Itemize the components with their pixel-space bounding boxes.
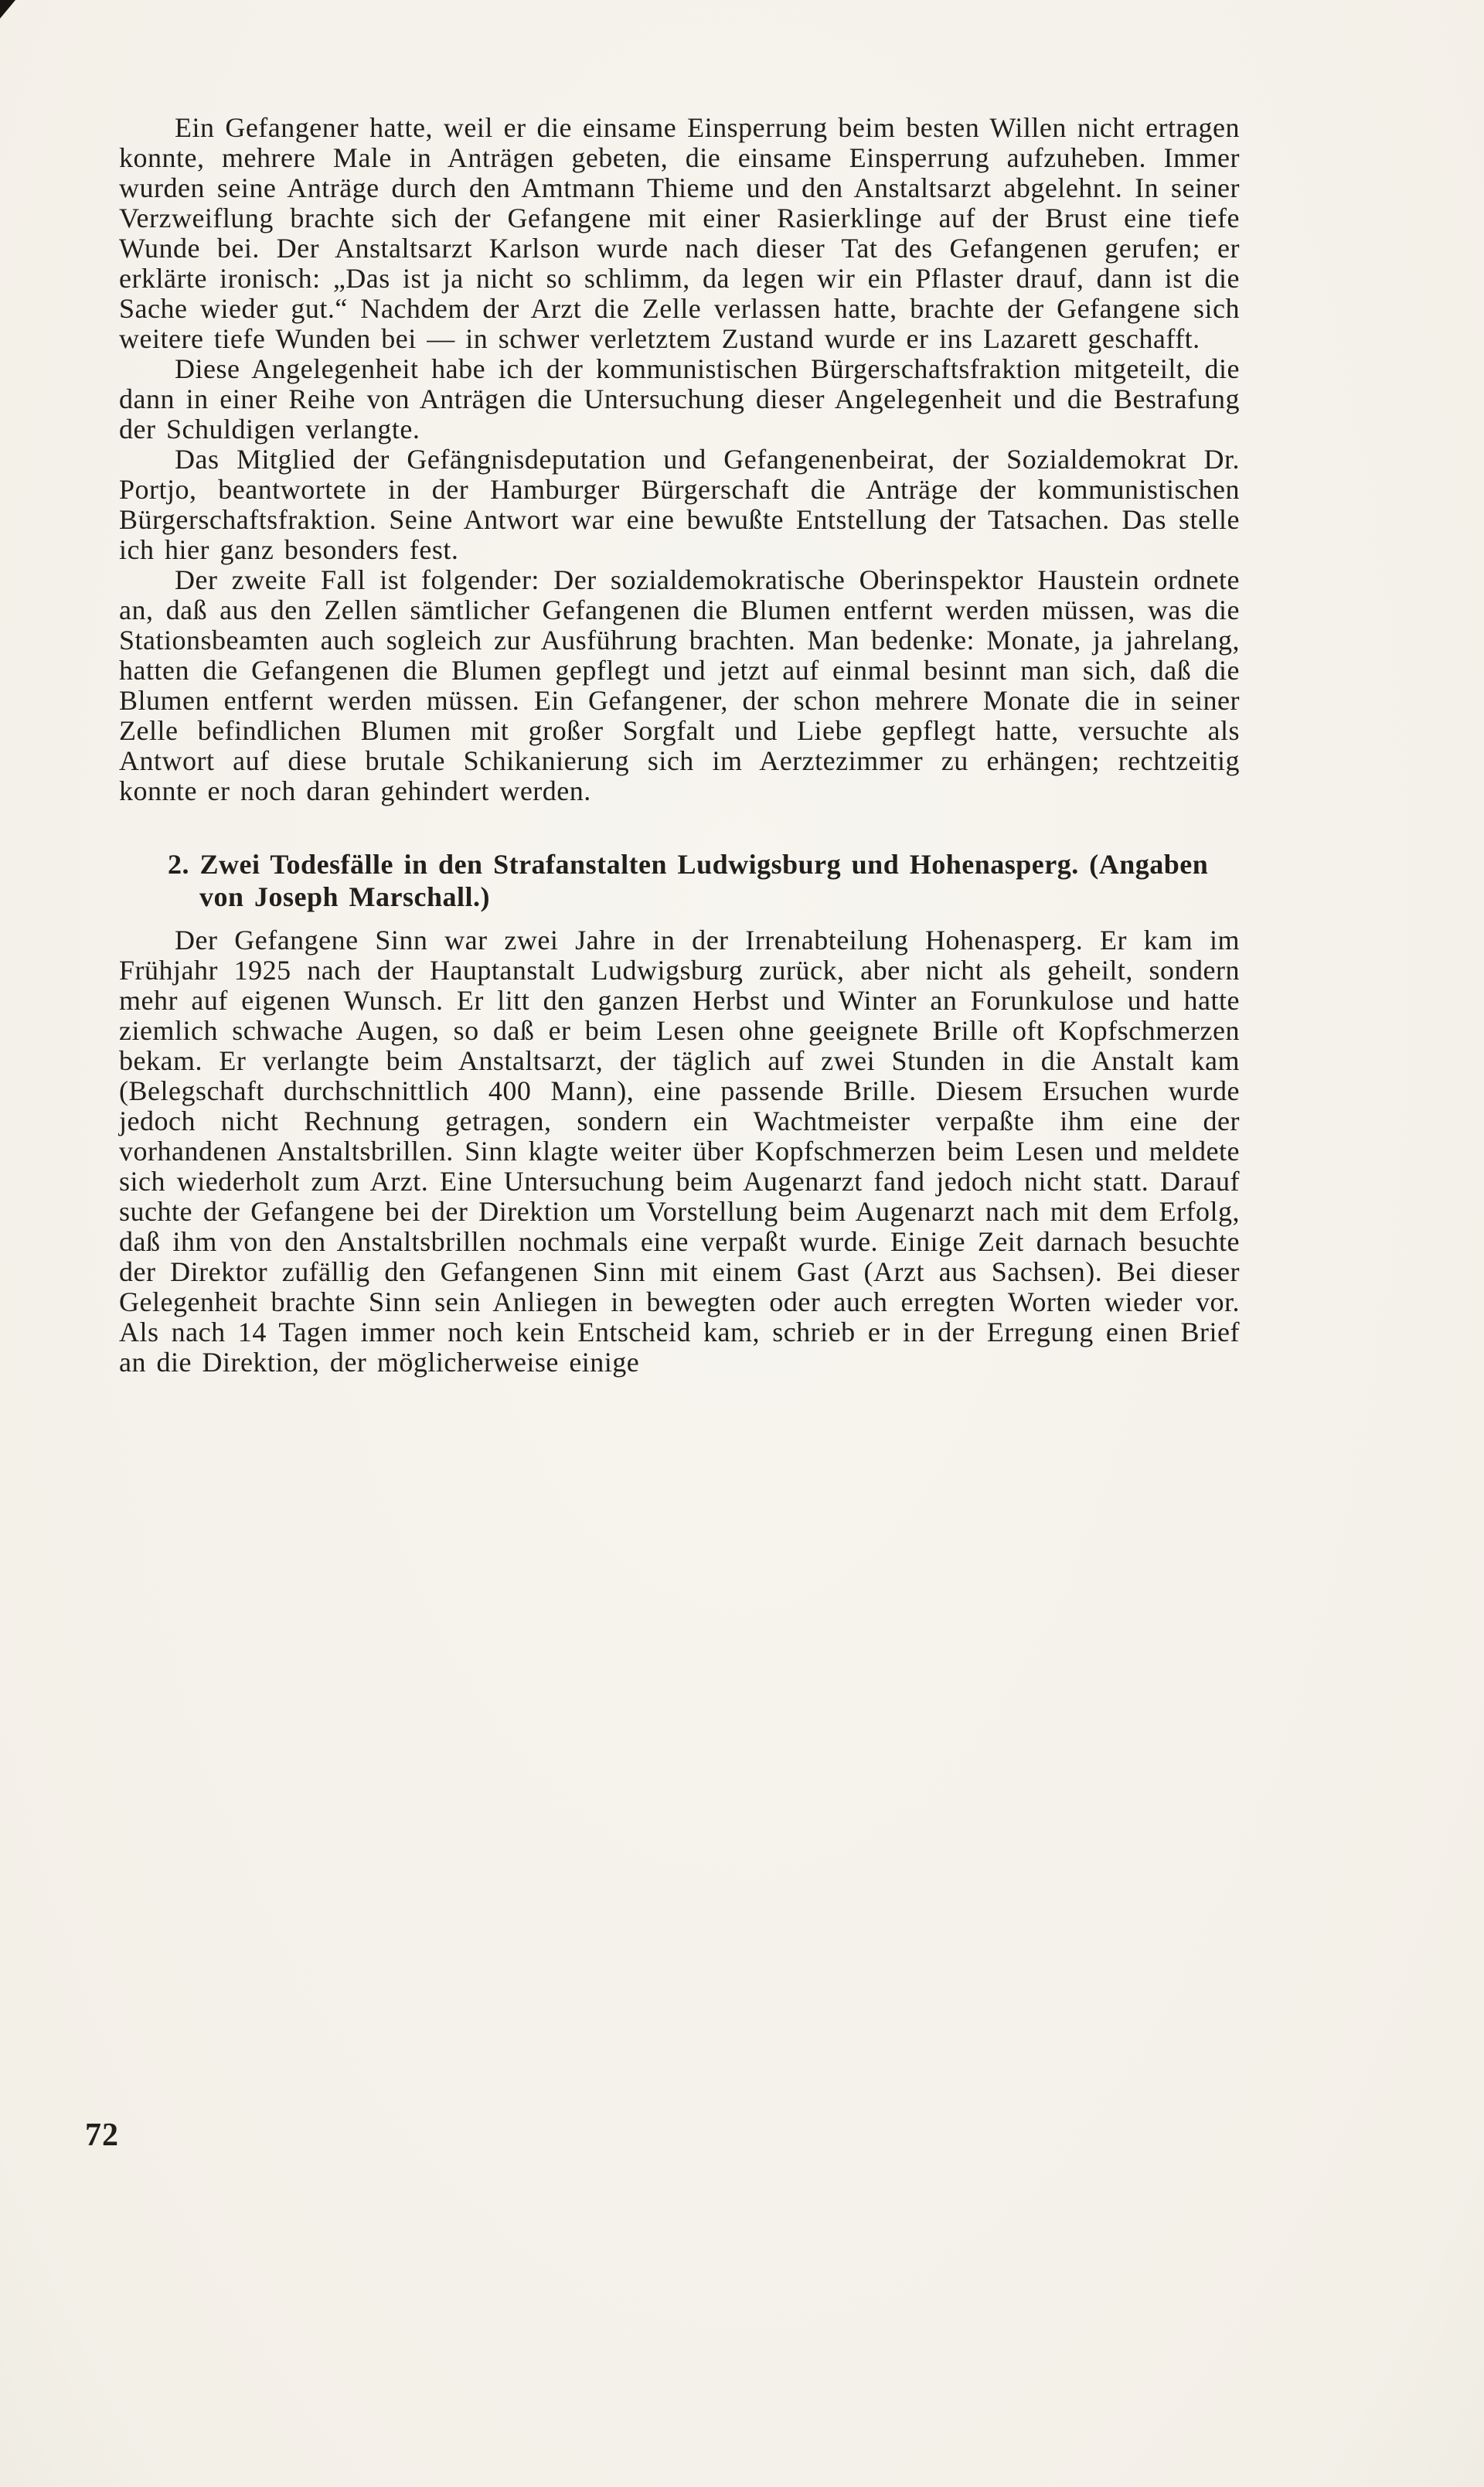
paragraph: Der zweite Fall ist folgender: Der sozialdemokratische Oberinspektor Haustein ordnete an, daß aus den Zellen sämtlicher Gefangenen die Blumen entfernt werden müssen, was die Stationsbeamten auch sogleich zur Ausführung brachten. Man bedenke: Monate, ja jahrelang, hatten die Gefangenen die Blumen gepflegt und jetzt auf einmal besinnt man sich, daß die Blumen entfernt werden müssen. Ein Gefangener, der schon mehrere Monate die in seiner Zelle befindlichen Blumen mit großer Sorgfalt und Liebe gepflegt hatte, versuchte als Antwort auf diese brutale Schikanierung sich im Aerztezimmer zu erhängen; rechtzeitig konnte er noch daran gehindert werden.: [119, 564, 1240, 806]
section-heading: 2. Zwei Todesfälle in den Strafanstalten Ludwigsburg und Hohenasperg. (Angaben von Joseph Marschall.): [168, 849, 1209, 912]
paragraph: Der Gefangene Sinn war zwei Jahre in der Irrenabteilung Hohenasperg. Er kam im Frühjahr 1925 nach der Hauptanstalt Ludwigsburg zurück, aber nicht als geheilt, sondern mehr auf eigenen Wunsch. Er litt den ganzen Herbst und Winter an Forunkulose und hatte ziemlich schwache Augen, so daß er beim Lesen ohne geeignete Brille oft Kopfschmerzen bekam. Er verlangte beim Anstaltsarzt, der täglich auf zwei Stunden in die Anstalt kam (Belegschaft durchschnittlich 400 Mann), eine passende Brille. Diesem Ersuchen wurde jedoch nicht Rechnung getragen, sondern ein Wachtmeister verpaßte ihm eine der vorhandenen Anstaltsbrillen. Sinn klagte weiter über Kopfschmerzen beim Lesen und meldete sich wiederholt zum Arzt. Eine Untersuchung beim Augenarzt fand jedoch nicht statt. Darauf suchte der Gefangene bei der Direktion um Vorstellung beim Augenarzt nach mit dem Erfolg, daß ihm von den Anstaltsbrillen nochmals eine verpaßt wurde. Einige Zeit darnach besuchte der Direktor zufällig den Gefangenen Sinn mit einem Gast (Arzt aus Sachsen). Bei dieser Gelegenheit brachte Sinn sein Anliegen in bewegten oder auch erregten Worten wieder vor. Als nach 14 Tagen immer noch kein Entscheid kam, schrieb er in der Erregung einen Brief an die Direktion, der möglicherweise einige: [119, 925, 1240, 1378]
paragraph: Ein Gefangener hatte, weil er die einsame Einsperrung beim besten Willen nicht ertragen konnte, mehrere Male in Anträgen gebeten, die einsame Einsperrung aufzuheben. Immer wurden seine Anträge durch den Amtmann Thieme und den Anstaltsarzt abgelehnt. In seiner Verzweiflung brachte sich der Gefangene mit einer Rasierklinge auf der Brust eine tiefe Wunde bei. Der Anstaltsarzt Karlson wurde nach dieser Tat des Gefangenen gerufen; er erklärte ironisch: „Das ist ja nicht so schlimm, da legen wir ein Pflaster drauf, dann ist die Sache wieder gut.“ Nachdem der Arzt die Zelle verlassen hatte, brachte der Gefangene sich weitere tiefe Wunden bei — in schwer verletztem Zustand wurde er ins Lazarett geschafft.: [119, 112, 1240, 354]
paragraph: Das Mitglied der Gefängnisdeputation und Gefangenenbeirat, der Sozialdemokrat Dr. Portjo, beantwortete in der Hamburger Bürgerschaft die Anträge der kommunistischen Bürgerschaftsfraktion. Seine Antwort war eine bewußte Entstellung der Tatsachen. Das stelle ich hier ganz besonders fest.: [119, 444, 1240, 565]
paragraph: Diese Angelegenheit habe ich der kommunistischen Bürgerschaftsfraktion mitgeteilt, die dann in einer Reihe von Anträgen die Untersuchung dieser Angelegenheit und die Bestrafung der Schuldigen verlangte.: [119, 353, 1240, 445]
scan-corner-artifact: [0, 0, 15, 19]
page-number: 72: [85, 2117, 119, 2153]
text-block: [119, 113, 1240, 1378]
